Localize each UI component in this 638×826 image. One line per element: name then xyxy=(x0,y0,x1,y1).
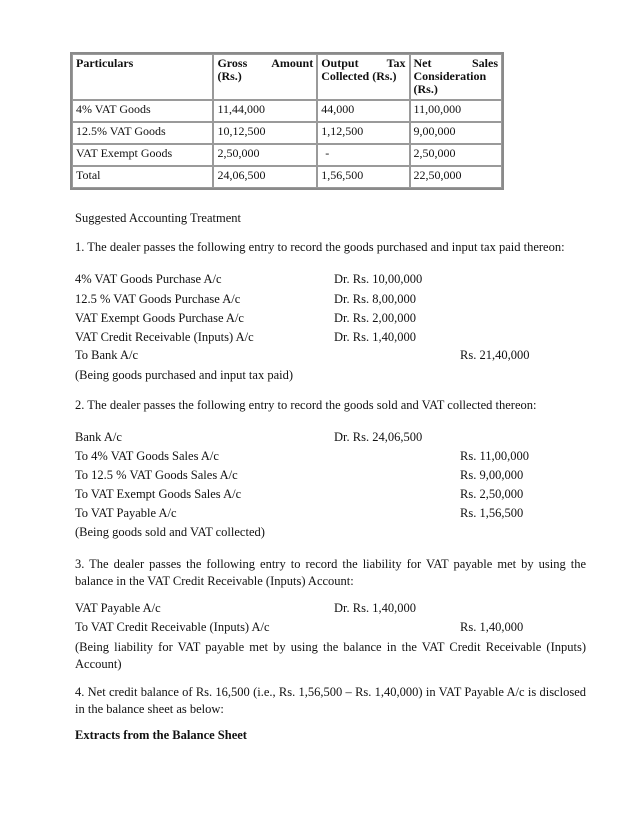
table-cell: 10,12,500 xyxy=(213,122,317,144)
table-cell: 22,50,000 xyxy=(410,166,502,188)
table-header-row xyxy=(72,54,502,100)
table-cell: 9,00,000 xyxy=(410,122,502,144)
header-gross-amount: Gross Amount (Rs.) xyxy=(213,54,317,100)
table-cell: - xyxy=(317,144,409,166)
journal-line xyxy=(75,311,585,326)
account-name: Bank A/c xyxy=(75,430,122,444)
step3-intro: 3. The dealer passes the following entry to record the liability for VAT payable met by using the balance in the VAT Credit Receivable (Inputs) Account: xyxy=(75,557,586,588)
account-name: 4% VAT Goods Purchase A/c xyxy=(75,272,222,286)
table-cell: 4% VAT Goods xyxy=(72,100,213,122)
credit-amount: Rs. 11,00,000 xyxy=(460,449,529,463)
account-name: 12.5 % VAT Goods Purchase A/c xyxy=(75,292,241,306)
step2-intro: 2. The dealer passes the following entry to record the goods sold and VAT collected thereon: xyxy=(75,398,537,412)
credit-amount: Rs. 9,00,000 xyxy=(460,468,524,482)
account-name: VAT Exempt Goods Purchase A/c xyxy=(75,311,244,325)
journal-line xyxy=(75,348,585,363)
account-name: To Bank A/c xyxy=(75,348,139,362)
journal-narration xyxy=(75,368,585,383)
credit-amount: Rs. 1,56,500 xyxy=(460,506,524,520)
journal-line xyxy=(75,620,585,635)
debit-amount: Dr. Rs. 1,40,000 xyxy=(334,330,416,344)
table-cell: 2,50,000 xyxy=(410,144,502,166)
table-cell: 44,000 xyxy=(317,100,409,122)
account-name: To 4% VAT Goods Sales A/c xyxy=(75,449,219,463)
header-net-sales: Net Sales Consideration (Rs.) xyxy=(410,54,502,100)
journal-line xyxy=(75,330,585,345)
table-row xyxy=(72,100,502,122)
account-name: To 12.5 % VAT Goods Sales A/c xyxy=(75,468,238,482)
vat-summary-table xyxy=(70,52,504,190)
extracts-heading: Extracts from the Balance Sheet xyxy=(75,728,247,742)
journal-narration: (Being liability for VAT payable met by using the balance in the VAT Credit Receivable (Inputs) Account) xyxy=(75,640,586,671)
table-cell: VAT Exempt Goods xyxy=(72,144,213,166)
debit-amount: Dr. Rs. 8,00,000 xyxy=(334,292,416,306)
table-cell: 11,44,000 xyxy=(213,100,317,122)
table-cell: 1,56,500 xyxy=(317,166,409,188)
debit-amount: Dr. Rs. 24,06,500 xyxy=(334,430,423,444)
header-output-tax: Output Tax Collected (Rs.) xyxy=(317,54,409,100)
journal-line xyxy=(75,430,585,445)
credit-amount: Rs. 2,50,000 xyxy=(460,487,524,501)
journal-line xyxy=(75,487,585,502)
credit-amount: Rs. 21,40,000 xyxy=(460,348,530,362)
table-cell: 1,12,500 xyxy=(317,122,409,144)
journal-line xyxy=(75,468,585,483)
table-row xyxy=(72,166,502,188)
journal-line xyxy=(75,601,585,616)
header-particulars: Particulars xyxy=(72,54,213,100)
account-name: VAT Payable A/c xyxy=(75,601,161,615)
journal-line xyxy=(75,272,585,287)
table-cell: Total xyxy=(72,166,213,188)
debit-amount: Dr. Rs. 2,00,000 xyxy=(334,311,416,325)
account-name: To VAT Credit Receivable (Inputs) A/c xyxy=(75,620,270,634)
table-row xyxy=(72,122,502,144)
suggested-treatment-heading: Suggested Accounting Treatment xyxy=(75,211,241,225)
account-name: VAT Credit Receivable (Inputs) A/c xyxy=(75,330,254,344)
account-name: (Being goods sold and VAT collected) xyxy=(75,525,265,539)
journal-line xyxy=(75,292,585,307)
table-cell: 11,00,000 xyxy=(410,100,502,122)
table-cell: 12.5% VAT Goods xyxy=(72,122,213,144)
step1-intro: 1. The dealer passes the following entry to record the goods purchased and input tax paid thereon: xyxy=(75,240,565,254)
account-name: To VAT Exempt Goods Sales A/c xyxy=(75,487,242,501)
account-name: To VAT Payable A/c xyxy=(75,506,177,520)
account-name: (Being goods purchased and input tax paid) xyxy=(75,368,294,382)
step4-text: 4. Net credit balance of Rs. 16,500 (i.e., Rs. 1,56,500 – Rs. 1,40,000) in VAT Payable A/c is disclosed in the balance sheet as below: xyxy=(75,685,586,716)
table-cell: 2,50,000 xyxy=(213,144,317,166)
journal-line xyxy=(75,506,585,521)
journal-line xyxy=(75,449,585,464)
table-cell: 24,06,500 xyxy=(213,166,317,188)
journal-narration xyxy=(75,525,585,540)
credit-amount: Rs. 1,40,000 xyxy=(460,620,524,634)
debit-amount: Dr. Rs. 10,00,000 xyxy=(334,272,423,286)
debit-amount: Dr. Rs. 1,40,000 xyxy=(334,601,416,615)
table-row xyxy=(72,144,502,166)
